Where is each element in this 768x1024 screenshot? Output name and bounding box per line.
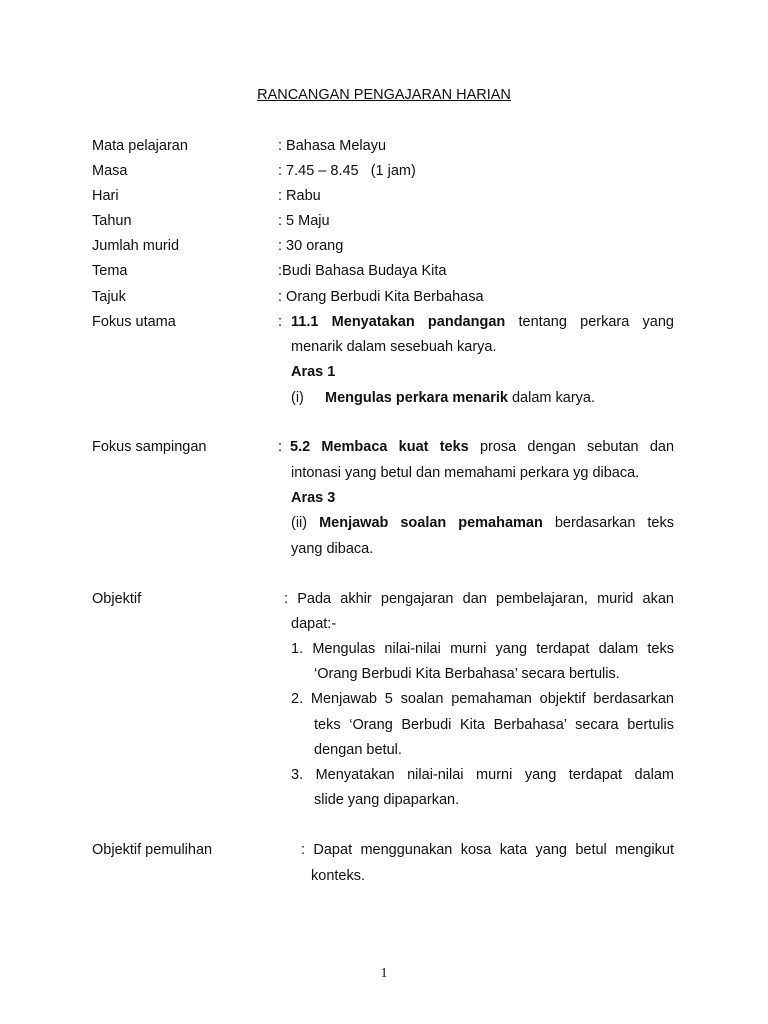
fokus-sampingan-item-rest: berdasarkan teks [554, 515, 674, 531]
label-tajuk: Tajuk [92, 289, 126, 305]
fokus-sampingan-line1 [290, 439, 674, 455]
label-fokus-utama: Fokus utama [92, 314, 176, 330]
fokus-sampingan-item-bold: Menjawab soalan pemahaman [319, 515, 543, 531]
fokus-sampingan-line2: intonasi yang betul dan memahami perkara yg dibaca. [291, 465, 640, 481]
fokus-utama-item [325, 390, 595, 406]
fokus-utama-colon: : [278, 314, 283, 330]
objektif-item-2-line1: 2. Menjawab 5 soalan pemahaman objektif berdasarkan [291, 691, 674, 707]
fokus-utama-item-num: (i) [291, 390, 304, 406]
label-tema: Tema [92, 263, 128, 279]
fokus-utama-line2: menarik dalam sesebuah karya. [291, 339, 497, 355]
value-jumlah-murid: : 30 orang [278, 238, 344, 254]
objektif-item-1-line1: 1. Mengulas nilai-nilai murni yang terdapat dalam teks [291, 641, 674, 657]
label-mata-pelajaran: Mata pelajaran [92, 138, 188, 154]
fokus-utama-bold: Menyatakan pandangan [331, 314, 506, 330]
objektif-pemulihan-line1: : Dapat menggunakan kosa kata yang betul mengikut [301, 842, 674, 858]
label-tahun: Tahun [92, 213, 132, 229]
objektif-item-2-line2: teks ‘Orang Berbudi Kita Berbahasa’ secara bertulis [314, 717, 674, 733]
fokus-utama-rest: tentang perkara yang [518, 314, 674, 330]
label-fokus-sampingan: Fokus sampingan [92, 439, 207, 455]
label-jumlah-murid: Jumlah murid [92, 238, 180, 254]
fokus-sampingan-line-last: yang dibaca. [291, 541, 374, 557]
fokus-sampingan-item-num: (ii) [291, 515, 308, 531]
fokus-utama-line1 [291, 314, 674, 330]
label-objektif: Objektif [92, 591, 142, 607]
fokus-sampingan-colon: : [278, 439, 283, 455]
fokus-utama-aras: Aras 1 [291, 364, 336, 380]
fokus-sampingan-rest: prosa dengan sebutan dan [479, 439, 675, 455]
value-hari: : Rabu [278, 188, 321, 204]
objektif-intro-line2: dapat:- [291, 616, 337, 632]
fokus-utama-item-bold: Mengulas perkara menarik [325, 390, 508, 406]
fokus-utama-code: 11.1 [291, 314, 319, 330]
fokus-utama-item-rest: dalam karya. [511, 390, 595, 406]
objektif-item-2-line3: dengan betul. [314, 742, 402, 758]
objektif-item-1-line2: ‘Orang Berbudi Kita Berbahasa’ secara bertulis. [314, 666, 620, 682]
fokus-sampingan-aras: Aras 3 [291, 490, 336, 506]
fokus-sampingan-bold: Membaca kuat teks [321, 439, 469, 455]
label-hari: Hari [92, 188, 119, 204]
page-number: 1 [380, 966, 388, 981]
objektif-intro-line1: : Pada akhir pengajaran dan pembelajaran, murid akan [284, 591, 674, 607]
label-masa: Masa [92, 163, 128, 179]
value-masa: : 7.45 – 8.45 (1 jam) [278, 163, 416, 179]
objektif-item-3-line1: 3. Menyatakan nilai-nilai murni yang terdapat dalam [291, 767, 674, 783]
fokus-sampingan-code: 5.2 [290, 439, 311, 455]
value-tema: :Budi Bahasa Budaya Kita [278, 263, 447, 279]
value-tajuk: : Orang Berbudi Kita Berbahasa [278, 289, 484, 305]
label-objektif-pemulihan: Objektif pemulihan [92, 842, 213, 858]
value-tahun: : 5 Maju [278, 213, 330, 229]
objektif-item-3-line2: slide yang dipaparkan. [314, 792, 460, 808]
document-title: RANCANGAN PENGAJARAN HARIAN [257, 87, 511, 103]
value-mata-pelajaran: : Bahasa Melayu [278, 138, 387, 154]
objektif-pemulihan-line2: konteks. [311, 868, 365, 884]
fokus-sampingan-item [291, 515, 674, 531]
